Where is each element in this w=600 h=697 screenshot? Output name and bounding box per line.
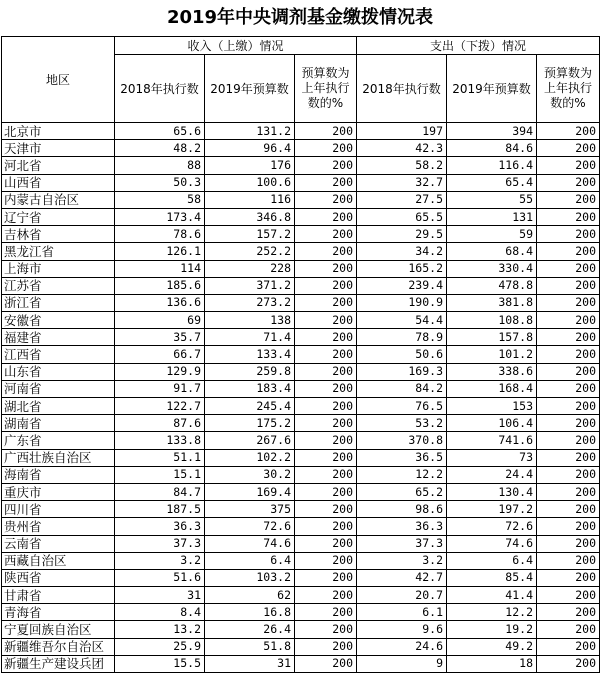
income-2018-cell: 15.5 xyxy=(115,655,205,672)
income-pct-cell: 200 xyxy=(295,277,357,294)
income-pct-cell: 200 xyxy=(295,604,357,621)
income-pct-cell: 200 xyxy=(295,483,357,500)
expense-pct-cell: 200 xyxy=(537,518,600,535)
expense-2018-cell: 9 xyxy=(357,655,447,672)
income-2019-cell: 346.8 xyxy=(205,208,295,225)
region-cell: 上海市 xyxy=(2,260,115,277)
income-2019-cell: 100.6 xyxy=(205,174,295,191)
header-expense-pct: 预算数为上年执行数的% xyxy=(537,55,600,123)
expense-2018-cell: 36.3 xyxy=(357,518,447,535)
expense-2019-cell: 24.4 xyxy=(447,466,537,483)
header-region: 地区 xyxy=(2,37,115,123)
income-2018-cell: 48.2 xyxy=(115,140,205,157)
expense-pct-cell: 200 xyxy=(537,346,600,363)
expense-2019-cell: 59 xyxy=(447,226,537,243)
expense-2018-cell: 20.7 xyxy=(357,587,447,604)
table-row xyxy=(2,329,600,346)
expense-2019-cell: 153 xyxy=(447,398,537,415)
header-income-pct: 预算数为上年执行数的% xyxy=(295,55,357,123)
income-2018-cell: 126.1 xyxy=(115,243,205,260)
income-2018-cell: 185.6 xyxy=(115,277,205,294)
expense-pct-cell: 200 xyxy=(537,655,600,672)
income-2018-cell: 187.5 xyxy=(115,501,205,518)
income-pct-cell: 200 xyxy=(295,208,357,225)
income-2018-cell: 133.8 xyxy=(115,432,205,449)
income-2019-cell: 157.2 xyxy=(205,226,295,243)
table-row xyxy=(2,432,600,449)
table-row xyxy=(2,380,600,397)
income-pct-cell: 200 xyxy=(295,312,357,329)
expense-2018-cell: 65.2 xyxy=(357,483,447,500)
expense-2018-cell: 169.3 xyxy=(357,363,447,380)
expense-2018-cell: 12.2 xyxy=(357,466,447,483)
income-2019-cell: 273.2 xyxy=(205,294,295,311)
income-2018-cell: 129.9 xyxy=(115,363,205,380)
expense-2018-cell: 27.5 xyxy=(357,191,447,208)
expense-pct-cell: 200 xyxy=(537,449,600,466)
income-2018-cell: 122.7 xyxy=(115,398,205,415)
income-pct-cell: 200 xyxy=(295,123,357,140)
expense-2019-cell: 381.8 xyxy=(447,294,537,311)
region-cell: 浙江省 xyxy=(2,294,115,311)
expense-pct-cell: 200 xyxy=(537,174,600,191)
income-pct-cell: 200 xyxy=(295,157,357,174)
region-cell: 新疆维吾尔自治区 xyxy=(2,638,115,655)
income-2019-cell: 245.4 xyxy=(205,398,295,415)
expense-2019-cell: 72.6 xyxy=(447,518,537,535)
expense-2018-cell: 32.7 xyxy=(357,174,447,191)
region-cell: 吉林省 xyxy=(2,226,115,243)
expense-2019-cell: 74.6 xyxy=(447,535,537,552)
income-2018-cell: 51.1 xyxy=(115,449,205,466)
expense-2019-cell: 130.4 xyxy=(447,483,537,500)
income-2018-cell: 66.7 xyxy=(115,346,205,363)
expense-pct-cell: 200 xyxy=(537,604,600,621)
expense-2019-cell: 197.2 xyxy=(447,501,537,518)
region-cell: 湖南省 xyxy=(2,415,115,432)
table-row xyxy=(2,552,600,569)
expense-2019-cell: 101.2 xyxy=(447,346,537,363)
income-pct-cell: 200 xyxy=(295,140,357,157)
income-2019-cell: 116 xyxy=(205,191,295,208)
income-2019-cell: 169.4 xyxy=(205,483,295,500)
income-2018-cell: 31 xyxy=(115,587,205,604)
expense-2019-cell: 49.2 xyxy=(447,638,537,655)
region-cell: 辽宁省 xyxy=(2,208,115,225)
table-row xyxy=(2,535,600,552)
table-row xyxy=(2,123,600,140)
income-2018-cell: 87.6 xyxy=(115,415,205,432)
income-2019-cell: 175.2 xyxy=(205,415,295,432)
header-row-group xyxy=(2,37,600,55)
income-2018-cell: 136.6 xyxy=(115,294,205,311)
income-2019-cell: 26.4 xyxy=(205,621,295,638)
income-pct-cell: 200 xyxy=(295,260,357,277)
expense-pct-cell: 200 xyxy=(537,415,600,432)
region-cell: 重庆市 xyxy=(2,483,115,500)
region-cell: 西藏自治区 xyxy=(2,552,115,569)
table-row xyxy=(2,363,600,380)
expense-pct-cell: 200 xyxy=(537,587,600,604)
income-pct-cell: 200 xyxy=(295,294,357,311)
expense-pct-cell: 200 xyxy=(537,157,600,174)
region-cell: 贵州省 xyxy=(2,518,115,535)
table-row xyxy=(2,243,600,260)
expense-2019-cell: 157.8 xyxy=(447,329,537,346)
income-2018-cell: 35.7 xyxy=(115,329,205,346)
expense-pct-cell: 200 xyxy=(537,294,600,311)
expense-2019-cell: 338.6 xyxy=(447,363,537,380)
table-row xyxy=(2,621,600,638)
table-row xyxy=(2,260,600,277)
table-row xyxy=(2,483,600,500)
expense-2019-cell: 131 xyxy=(447,208,537,225)
income-2018-cell: 78.6 xyxy=(115,226,205,243)
expense-pct-cell: 200 xyxy=(537,208,600,225)
expense-2019-cell: 394 xyxy=(447,123,537,140)
region-cell: 内蒙古自治区 xyxy=(2,191,115,208)
region-cell: 云南省 xyxy=(2,535,115,552)
expense-2018-cell: 98.6 xyxy=(357,501,447,518)
expense-2019-cell: 330.4 xyxy=(447,260,537,277)
header-expense-group: 支出（下拨）情况 xyxy=(357,37,600,55)
income-pct-cell: 200 xyxy=(295,346,357,363)
table-row xyxy=(2,638,600,655)
income-pct-cell: 200 xyxy=(295,569,357,586)
income-pct-cell: 200 xyxy=(295,380,357,397)
table-body xyxy=(2,123,600,673)
income-pct-cell: 200 xyxy=(295,552,357,569)
expense-2018-cell: 29.5 xyxy=(357,226,447,243)
income-2018-cell: 173.4 xyxy=(115,208,205,225)
income-2019-cell: 31 xyxy=(205,655,295,672)
expense-2019-cell: 116.4 xyxy=(447,157,537,174)
income-pct-cell: 200 xyxy=(295,432,357,449)
income-2018-cell: 25.9 xyxy=(115,638,205,655)
income-2018-cell: 13.2 xyxy=(115,621,205,638)
income-2019-cell: 96.4 xyxy=(205,140,295,157)
income-2018-cell: 3.2 xyxy=(115,552,205,569)
expense-2018-cell: 65.5 xyxy=(357,208,447,225)
region-cell: 天津市 xyxy=(2,140,115,157)
region-cell: 海南省 xyxy=(2,466,115,483)
expense-2019-cell: 108.8 xyxy=(447,312,537,329)
region-cell: 安徽省 xyxy=(2,312,115,329)
income-pct-cell: 200 xyxy=(295,243,357,260)
expense-2019-cell: 106.4 xyxy=(447,415,537,432)
income-pct-cell: 200 xyxy=(295,191,357,208)
income-pct-cell: 200 xyxy=(295,226,357,243)
expense-2018-cell: 76.5 xyxy=(357,398,447,415)
table-row xyxy=(2,501,600,518)
expense-2019-cell: 68.4 xyxy=(447,243,537,260)
table-row xyxy=(2,294,600,311)
region-cell: 山西省 xyxy=(2,174,115,191)
expense-2018-cell: 3.2 xyxy=(357,552,447,569)
table-row xyxy=(2,518,600,535)
income-2018-cell: 50.3 xyxy=(115,174,205,191)
fund-table xyxy=(1,36,600,673)
income-2018-cell: 15.1 xyxy=(115,466,205,483)
expense-2018-cell: 42.3 xyxy=(357,140,447,157)
income-pct-cell: 200 xyxy=(295,329,357,346)
expense-2019-cell: 85.4 xyxy=(447,569,537,586)
income-2019-cell: 133.4 xyxy=(205,346,295,363)
income-pct-cell: 200 xyxy=(295,398,357,415)
expense-pct-cell: 200 xyxy=(537,123,600,140)
region-cell: 黑龙江省 xyxy=(2,243,115,260)
expense-2018-cell: 42.7 xyxy=(357,569,447,586)
expense-2018-cell: 50.6 xyxy=(357,346,447,363)
expense-2018-cell: 197 xyxy=(357,123,447,140)
region-cell: 青海省 xyxy=(2,604,115,621)
expense-2019-cell: 741.6 xyxy=(447,432,537,449)
header-expense-2018: 2018年执行数 xyxy=(357,55,447,123)
table-row xyxy=(2,398,600,415)
header-income-2019: 2019年预算数 xyxy=(205,55,295,123)
income-2019-cell: 51.8 xyxy=(205,638,295,655)
expense-pct-cell: 200 xyxy=(537,140,600,157)
expense-2019-cell: 168.4 xyxy=(447,380,537,397)
expense-2019-cell: 12.2 xyxy=(447,604,537,621)
table-row xyxy=(2,604,600,621)
income-2019-cell: 103.2 xyxy=(205,569,295,586)
expense-pct-cell: 200 xyxy=(537,501,600,518)
region-cell: 河南省 xyxy=(2,380,115,397)
expense-2018-cell: 9.6 xyxy=(357,621,447,638)
income-2019-cell: 176 xyxy=(205,157,295,174)
expense-pct-cell: 200 xyxy=(537,552,600,569)
header-income-2018: 2018年执行数 xyxy=(115,55,205,123)
income-pct-cell: 200 xyxy=(295,415,357,432)
region-cell: 湖北省 xyxy=(2,398,115,415)
income-pct-cell: 200 xyxy=(295,363,357,380)
expense-2018-cell: 239.4 xyxy=(357,277,447,294)
expense-2018-cell: 24.6 xyxy=(357,638,447,655)
region-cell: 陕西省 xyxy=(2,569,115,586)
region-cell: 北京市 xyxy=(2,123,115,140)
expense-pct-cell: 200 xyxy=(537,638,600,655)
income-pct-cell: 200 xyxy=(295,501,357,518)
income-2019-cell: 183.4 xyxy=(205,380,295,397)
region-cell: 甘肃省 xyxy=(2,587,115,604)
table-row xyxy=(2,140,600,157)
income-pct-cell: 200 xyxy=(295,174,357,191)
expense-2018-cell: 34.2 xyxy=(357,243,447,260)
expense-2019-cell: 18 xyxy=(447,655,537,672)
expense-2018-cell: 78.9 xyxy=(357,329,447,346)
income-2019-cell: 375 xyxy=(205,501,295,518)
expense-2019-cell: 84.6 xyxy=(447,140,537,157)
table-row xyxy=(2,191,600,208)
table-row xyxy=(2,312,600,329)
table-row xyxy=(2,569,600,586)
expense-2018-cell: 190.9 xyxy=(357,294,447,311)
table-row xyxy=(2,449,600,466)
region-cell: 河北省 xyxy=(2,157,115,174)
expense-pct-cell: 200 xyxy=(537,466,600,483)
table-row xyxy=(2,415,600,432)
table-row xyxy=(2,587,600,604)
expense-2019-cell: 478.8 xyxy=(447,277,537,294)
income-2018-cell: 8.4 xyxy=(115,604,205,621)
income-2018-cell: 58 xyxy=(115,191,205,208)
region-cell: 山东省 xyxy=(2,363,115,380)
expense-2018-cell: 54.4 xyxy=(357,312,447,329)
income-2019-cell: 138 xyxy=(205,312,295,329)
expense-pct-cell: 200 xyxy=(537,226,600,243)
expense-pct-cell: 200 xyxy=(537,483,600,500)
expense-2018-cell: 37.3 xyxy=(357,535,447,552)
expense-pct-cell: 200 xyxy=(537,621,600,638)
income-2019-cell: 71.4 xyxy=(205,329,295,346)
income-pct-cell: 200 xyxy=(295,449,357,466)
expense-2019-cell: 65.4 xyxy=(447,174,537,191)
expense-pct-cell: 200 xyxy=(537,398,600,415)
expense-pct-cell: 200 xyxy=(537,569,600,586)
income-pct-cell: 200 xyxy=(295,621,357,638)
expense-pct-cell: 200 xyxy=(537,191,600,208)
region-cell: 广东省 xyxy=(2,432,115,449)
table-row xyxy=(2,346,600,363)
income-2018-cell: 84.7 xyxy=(115,483,205,500)
income-2018-cell: 65.6 xyxy=(115,123,205,140)
expense-pct-cell: 200 xyxy=(537,380,600,397)
expense-pct-cell: 200 xyxy=(537,312,600,329)
income-2018-cell: 88 xyxy=(115,157,205,174)
region-cell: 广西壮族自治区 xyxy=(2,449,115,466)
table-row xyxy=(2,655,600,672)
expense-pct-cell: 200 xyxy=(537,277,600,294)
table-row xyxy=(2,157,600,174)
region-cell: 四川省 xyxy=(2,501,115,518)
expense-2018-cell: 53.2 xyxy=(357,415,447,432)
expense-pct-cell: 200 xyxy=(537,329,600,346)
expense-2019-cell: 41.4 xyxy=(447,587,537,604)
table-row xyxy=(2,208,600,225)
table-row xyxy=(2,277,600,294)
income-2018-cell: 91.7 xyxy=(115,380,205,397)
table-row xyxy=(2,174,600,191)
expense-pct-cell: 200 xyxy=(537,363,600,380)
income-2019-cell: 16.8 xyxy=(205,604,295,621)
region-cell: 宁夏回族自治区 xyxy=(2,621,115,638)
income-2018-cell: 51.6 xyxy=(115,569,205,586)
expense-2018-cell: 6.1 xyxy=(357,604,447,621)
header-income-group: 收入（上缴）情况 xyxy=(115,37,357,55)
income-2018-cell: 37.3 xyxy=(115,535,205,552)
expense-2019-cell: 73 xyxy=(447,449,537,466)
expense-2018-cell: 58.2 xyxy=(357,157,447,174)
income-2019-cell: 371.2 xyxy=(205,277,295,294)
region-cell: 新疆生产建设兵团 xyxy=(2,655,115,672)
header-expense-2019: 2019年预算数 xyxy=(447,55,537,123)
income-2019-cell: 6.4 xyxy=(205,552,295,569)
expense-2018-cell: 370.8 xyxy=(357,432,447,449)
expense-pct-cell: 200 xyxy=(537,243,600,260)
income-2019-cell: 252.2 xyxy=(205,243,295,260)
expense-2018-cell: 36.5 xyxy=(357,449,447,466)
income-2018-cell: 69 xyxy=(115,312,205,329)
expense-pct-cell: 200 xyxy=(537,432,600,449)
income-2019-cell: 131.2 xyxy=(205,123,295,140)
income-2019-cell: 102.2 xyxy=(205,449,295,466)
region-cell: 江西省 xyxy=(2,346,115,363)
table-title: 2019年中央调剂基金缴拨情况表 xyxy=(166,7,434,28)
income-2018-cell: 114 xyxy=(115,260,205,277)
table-row xyxy=(2,226,600,243)
expense-2019-cell: 6.4 xyxy=(447,552,537,569)
expense-2019-cell: 55 xyxy=(447,191,537,208)
income-2019-cell: 72.6 xyxy=(205,518,295,535)
income-2018-cell: 36.3 xyxy=(115,518,205,535)
income-2019-cell: 267.6 xyxy=(205,432,295,449)
expense-pct-cell: 200 xyxy=(537,260,600,277)
expense-2018-cell: 165.2 xyxy=(357,260,447,277)
income-pct-cell: 200 xyxy=(295,638,357,655)
region-cell: 福建省 xyxy=(2,329,115,346)
income-2019-cell: 74.6 xyxy=(205,535,295,552)
income-pct-cell: 200 xyxy=(295,587,357,604)
income-2019-cell: 259.8 xyxy=(205,363,295,380)
income-2019-cell: 228 xyxy=(205,260,295,277)
region-cell: 江苏省 xyxy=(2,277,115,294)
income-pct-cell: 200 xyxy=(295,535,357,552)
income-pct-cell: 200 xyxy=(295,466,357,483)
expense-pct-cell: 200 xyxy=(537,535,600,552)
expense-2019-cell: 19.2 xyxy=(447,621,537,638)
income-pct-cell: 200 xyxy=(295,655,357,672)
expense-2018-cell: 84.2 xyxy=(357,380,447,397)
income-2019-cell: 30.2 xyxy=(205,466,295,483)
income-2019-cell: 62 xyxy=(205,587,295,604)
income-pct-cell: 200 xyxy=(295,518,357,535)
table-row xyxy=(2,466,600,483)
